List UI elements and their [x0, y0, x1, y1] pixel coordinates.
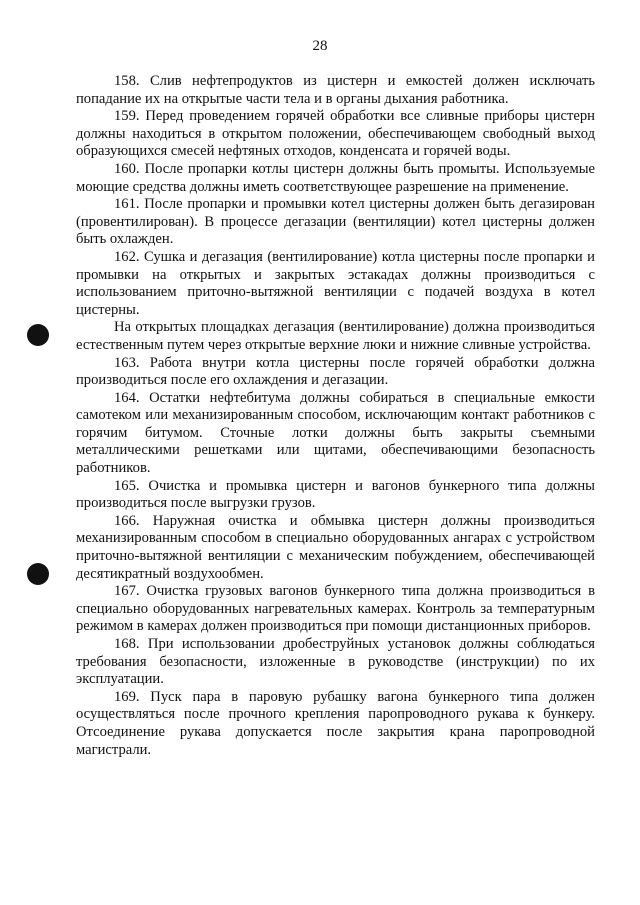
page-number: 28 — [312, 38, 328, 54]
paragraph-158: 158. Слив нефтепродуктов из цистерн и емкостей должен исключать попадание их на открытые части тела и в органы дыхания работника. — [76, 73, 595, 107]
paragraph-166: 166. Наружная очистка и обмывка цистерн должны производиться механизированным способом в специально оборудованных ангарах с устройством приточно-вытяжной вентиляции с механическим побуждением, обеспечивающей десятикратный воздухообмен. — [76, 512, 595, 582]
paragraph-162-open-areas: На открытых площадках дегазация (вентилирование) должна производиться естественным путем через открытые верхние люки и нижние сливные устройства. — [76, 319, 595, 353]
paragraph-165: 165. Очистка и промывка цистерн и вагонов бункерного типа должны производиться после выгрузки грузов. — [76, 477, 595, 512]
paragraph-167: 167. Очистка грузовых вагонов бункерного типа должна производиться в специально оборудованных нагревательных камерах. Контроль за температурным режимом в камерах должен производиться при помощи дистанционных приборов. — [76, 583, 595, 635]
paragraph-163: 163. Работа внутри котла цистерны после горячей обработки должна производиться после его охлаждения и дегазации. — [76, 354, 595, 389]
punch-hole-mark — [27, 563, 49, 585]
paragraph-159: 159. Перед проведением горячей обработки все сливные приборы цистерн должны находиться в открытом положении, обеспечивающем свободный выход образующихся смесей нефтяных отходов, конденсата и горячей воды. — [76, 108, 595, 160]
paragraph-162: 162. Сушка и дегазация (вентилирование) котла цистерны после пропарки и промывки на открытых и закрытых эстакадах должны производиться с использованием приточно-вытяжной вентиляции с подачей воздуха в котел цистерны. — [76, 248, 595, 318]
paragraph-160: 160. После пропарки котлы цистерн должны быть промыты. Используемые моющие средства должны иметь соответствующее разрешение на применение. — [76, 160, 595, 195]
paragraph-168: 168. При использовании дробеструйных установок должны соблюдаться требования безопасности, изложенные в руководстве (инструкции) по их эксплуатации. — [76, 636, 595, 688]
paragraph-161: 161. После пропарки и промывки котел цистерны должен быть дегазирован (провентилирован). В процессе дегазации (вентиляции) котел цистерны должен быть охлажден. — [76, 196, 595, 248]
paragraph-164: 164. Остатки нефтебитума должны собираться в специальные емкости самотеком или механизированным способом, исключающим контакт работников с горячим битумом. Сточные лотки должны быть закрыты съемными металлическими решетками или щитами, обеспечивающими безопасность работников. — [76, 389, 595, 477]
document-body — [76, 73, 595, 759]
punch-hole-mark — [27, 324, 49, 346]
paragraph-169: 169. Пуск пара в паровую рубашку вагона бункерного типа должен осуществляться после прочного крепления паропроводного рукава к бункеру. Отсоединение рукава допускается после закрытия крана паропроводной магистрали. — [76, 688, 595, 758]
